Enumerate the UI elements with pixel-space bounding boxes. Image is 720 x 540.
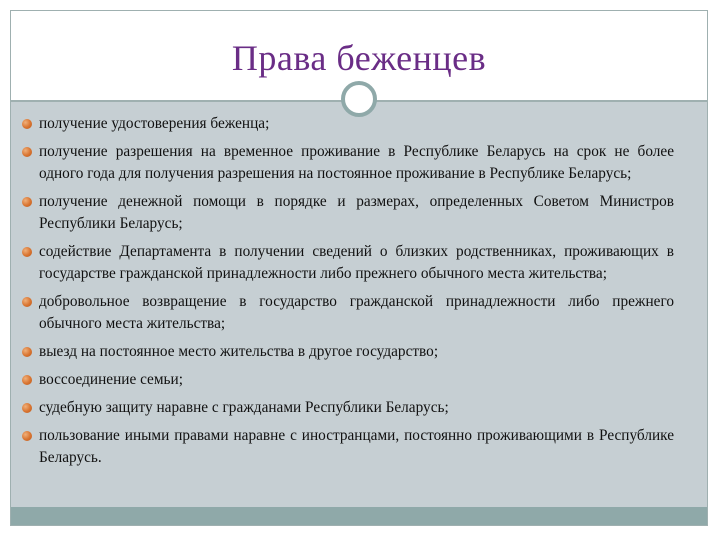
list-item xyxy=(22,369,674,391)
orange-circle-bullet-icon xyxy=(22,147,32,157)
slide-title: Права беженцев xyxy=(231,38,487,78)
list-item-text: содействие Департамента в получении сведений о близких родственниках, проживающих в государстве гражданской принадлежности либо прежнего обычного места жительства; xyxy=(39,243,674,282)
list-item-text: выезд на постоянное место жительства в другое государство; xyxy=(39,343,439,360)
list-item xyxy=(22,241,674,285)
bottom-accent-band xyxy=(11,507,707,526)
orange-circle-bullet-icon xyxy=(22,347,32,357)
list-item xyxy=(22,113,674,135)
list-item xyxy=(22,291,674,335)
orange-circle-bullet-icon xyxy=(22,297,32,307)
orange-circle-bullet-icon xyxy=(22,247,32,257)
orange-circle-bullet-icon xyxy=(22,431,32,441)
list-item xyxy=(22,425,674,469)
list-item-text: получение удостоверения беженца; xyxy=(39,115,270,132)
list-item-text: воссоединение семьи; xyxy=(39,371,183,388)
orange-circle-bullet-icon xyxy=(22,197,32,207)
list-item-text: пользование иными правами наравне с иностранцами, постоянно проживающими в Республике Беларусь. xyxy=(39,427,674,466)
orange-circle-bullet-icon xyxy=(22,403,32,413)
rights-list xyxy=(22,113,674,475)
ring-ornament-icon xyxy=(341,81,377,117)
list-item-text: добровольное возвращение в государство гражданской принадлежности либо прежнего обычного места жительства; xyxy=(39,293,674,332)
list-item-text: судебную защиту наравне с гражданами Республики Беларусь; xyxy=(39,399,449,416)
list-item xyxy=(22,141,674,185)
orange-circle-bullet-icon xyxy=(22,375,32,385)
orange-circle-bullet-icon xyxy=(22,119,32,129)
list-item-text: получение разрешения на временное проживание в Республике Беларусь на срок не более одного года для получения разрешения на постоянное проживание в Республике Беларусь; xyxy=(39,143,674,182)
list-item xyxy=(22,397,674,419)
list-item-text: получение денежной помощи в порядке и размерах, определенных Советом Министров Республики Беларусь; xyxy=(39,193,674,232)
list-item xyxy=(22,341,674,363)
list-item xyxy=(22,191,674,235)
